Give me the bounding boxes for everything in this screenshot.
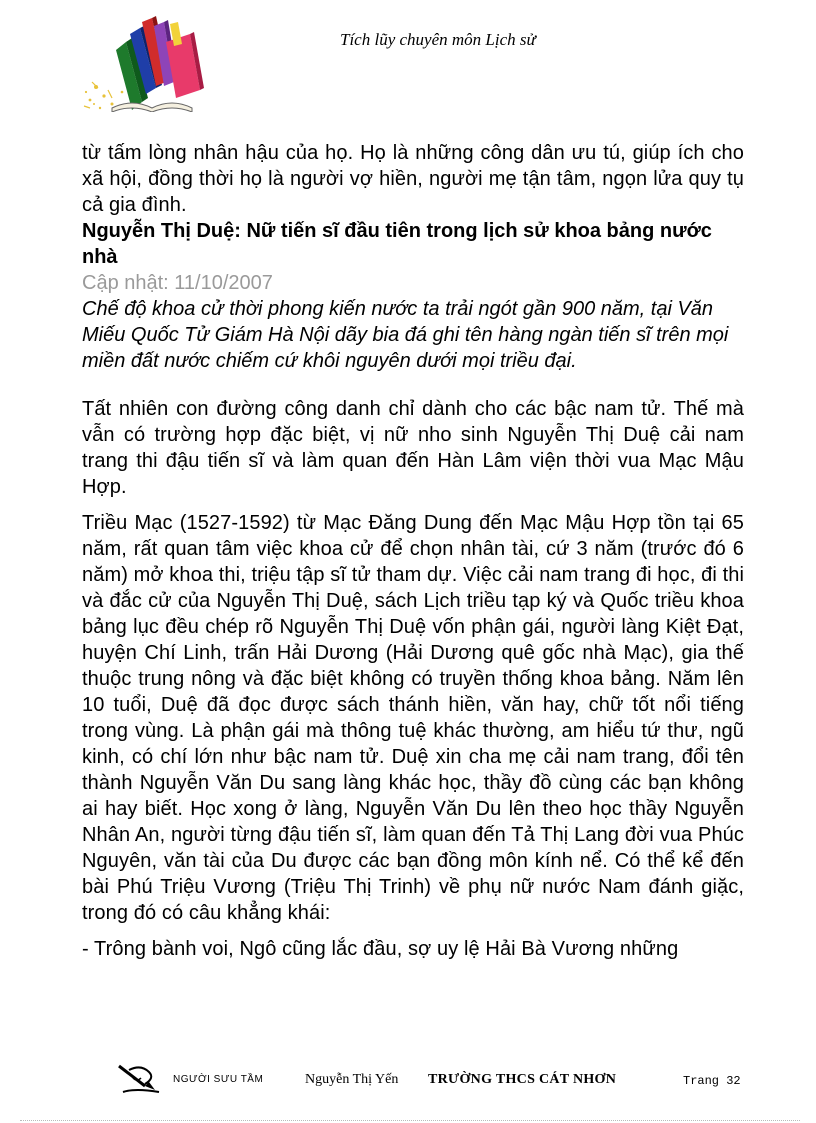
collector-label: NGƯỜI SƯU TẦM xyxy=(173,1074,264,1085)
pen-icon xyxy=(115,1060,163,1096)
paragraph-2: Triều Mạc (1527-1592) từ Mạc Đăng Dung đến Mạc Mậu Hợp tồn tại 65 năm, rất quan tâm việc khoa cử để chọn nhân tài, cứ 3 năm (trước đó 6 năm) mở khoa thi, triệu tập sĩ tử tham dự. Việc cải nam trang đi học, đi thi và đắc cử của Nguyễn Thị Duệ, sách Lịch triều tạp ký và Quốc triều khoa bảng lục đều chép rõ Nguyễn Thị Duệ vốn phận gái, người làng Kiệt Đạt, huyện Chí Linh, trấn Hải Dương (Hải Dương quê gốc nhà Mạc), gia thế thuộc trung nông và đặc biệt không có truyền thống khoa bảng. Năm lên 10 tuổi, Duệ đã đọc được sách thánh hiền, văn hay, chữ tốt nổi tiếng trong vùng. Là phận gái mà thông tuệ khác thường, am hiểu tứ thư, ngũ kinh, có chí lớn như bậc nam tử. Duệ xin cha mẹ cải nam trang, đổi tên thành Nguyễn Văn Du sang làng khác học, thầy đồ cùng các bạn không ai hay biết. Học xong ở làng, Nguyễn Văn Du lên theo học thầy Nguyễn Nhân An, người từng đậu tiến sĩ, làm quan đến Tả Thị Lang đời vua Phúc Nguyên, văn tài của Du được các bạn đồng môn kính nể. Có thể kể đến bài Phú Triệu Vương (Triệu Thị Trinh) về phụ nữ nước Nam đánh giặc, trong đó có câu khẳng khái: xyxy=(82,512,744,924)
quote-line: - Trông bành voi, Ngô cũng lắc đầu, sợ uy lệ Hải Bà Vương những xyxy=(82,938,679,960)
updated-date: Cập nhật: 11/10/2007 xyxy=(82,272,273,294)
bottom-dotted-line xyxy=(20,1120,800,1121)
article-lead: Chế độ khoa cử thời phong kiến nước ta trải ngót gần 900 năm, tại Văn Miếu Quốc Tử Giám Hà Nội dãy bia đá ghi tên hàng ngàn tiến sĩ trên mọi miền đất nước chiếm cứ khôi nguyên dưới mọi triều đại. xyxy=(82,298,729,372)
article-title: Nguyễn Thị Duệ: Nữ tiến sĩ đầu tiên trong lịch sử khoa bảng nước nhà xyxy=(82,220,712,268)
school-name: TRƯỜNG THCS CÁT NHƠN xyxy=(428,1072,617,1087)
paragraph-1: Tất nhiên con đường công danh chỉ dành cho các bậc nam tử. Thế mà vẫn có trường hợp đặc biệt, vị nữ nho sinh Nguyễn Thị Duệ cải nam trang thi đậu tiến sĩ và làm quan đến Hàn Lâm viện thời vua Mạc Mậu Hợp. xyxy=(82,398,744,498)
page-footer xyxy=(115,1060,755,1100)
header-title: Tích lũy chuyên môn Lịch sử xyxy=(340,30,536,49)
intro-paragraph: từ tấm lòng nhân hậu của họ. Họ là những công dân ưu tú, giúp ích cho xã hội, đồng thời họ là người vợ hiền, người mẹ tận tâm, ngọn lửa quy tụ cả gia đình. xyxy=(82,142,744,216)
article-body xyxy=(82,140,744,962)
books-icon xyxy=(82,12,212,112)
page-number: Trang 32 xyxy=(683,1074,741,1088)
author-name: Nguyễn Thị Yến xyxy=(305,1072,399,1087)
